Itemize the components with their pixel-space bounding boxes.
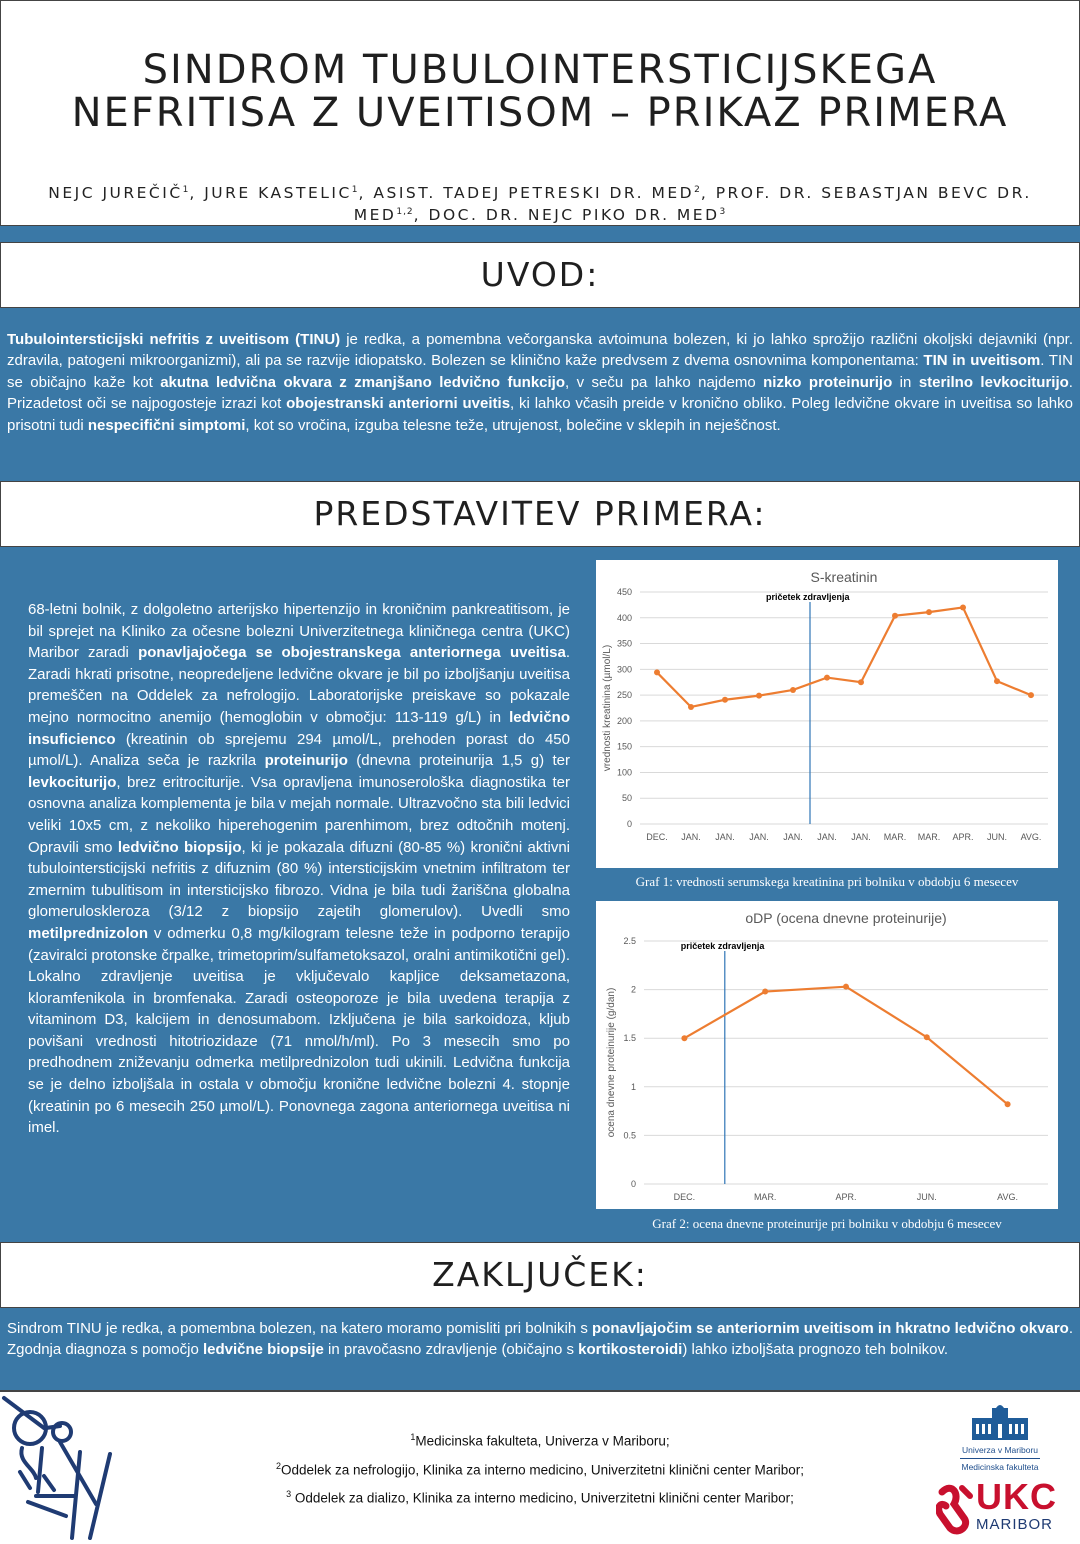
body-text: (dnevna proteinurija 1,5 g) ter	[347, 752, 571, 770]
data-point	[843, 984, 849, 990]
emphasis-text: ponavljajočega se obojestranskega anteriornega uveitisa	[138, 644, 566, 662]
body-text: in pravočasno zdravljenje (običajno s	[323, 1341, 579, 1359]
title-line-1: SINDROM TUBULOINTERSTICIJSKEGA	[142, 47, 938, 93]
y-tick-label: 250	[616, 690, 632, 701]
y-tick-label: 350	[616, 638, 632, 649]
data-point	[1028, 692, 1034, 698]
body-text: , brez eritrociturije. Vsa opravljena imunoserološka diagnostika ter osnovna analiza komplementa je bila v mejah normale. Ultrazvočno sta bili ledvici veliki 10x5 cm, z nekoliko hiperehogenim parenhimom, brez odtočnih motenj. Opravili smo	[28, 773, 570, 856]
conclusion-paragraph	[7, 1318, 1073, 1361]
x-tick-label: MAR.	[883, 832, 907, 842]
y-tick-label: 2.5	[623, 936, 636, 946]
intro-paragraph	[7, 329, 1073, 436]
data-point	[824, 675, 830, 681]
author-name: JURE KASTELIC	[204, 184, 352, 203]
author-separator: ,	[413, 206, 429, 225]
section-header-uvod	[0, 242, 1080, 308]
affiliation-2	[220, 1461, 860, 1478]
emphasis-text: TIN in uveitisom	[923, 352, 1041, 370]
body-text: in	[892, 373, 919, 391]
x-tick-label: DEC.	[673, 1192, 696, 1202]
faculty-name: Medicinska fakulteta	[961, 1462, 1039, 1472]
x-tick-label: APR.	[952, 832, 974, 842]
university-logo	[960, 1404, 1040, 1472]
section-title-zakljucek: ZAKLJUČEK:	[432, 1255, 648, 1294]
body-text: . Zgodnja diagnoza s pomočjo	[7, 1320, 1073, 1359]
emphasis-text: nizko proteinurijo	[763, 373, 893, 391]
emphasis-text: obojestranski anteriorni uveitis	[286, 395, 511, 413]
y-axis-label: ocena dnevne proteinurije (g/dan)	[606, 987, 617, 1138]
emphasis-text: metilprednizolon	[28, 924, 148, 942]
author-separator: ,	[358, 184, 374, 203]
author-affiliation-sup: 1	[351, 185, 359, 195]
section-title-predstavitev: PREDSTAVITEV PRIMERA:	[313, 494, 767, 533]
emphasis-text: proteinurijo	[264, 752, 348, 770]
body-text: (kreatinin ob sprejemu 294 µmol/L, prehoden porast do 450 µmol/L). Analiza seča je razkrila	[28, 730, 570, 770]
y-axis-label: vrednosti kreatinina (µmol/L)	[602, 644, 613, 772]
affiliation-3	[220, 1489, 860, 1506]
emphasis-text: Tubulointersticijski nefritis z uveitisom (TINU)	[7, 331, 341, 348]
emphasis-text: ledvično insuficienco	[28, 708, 570, 748]
body-text: . Prizadetost oči se najpogosteje izrazi kot	[7, 373, 1073, 413]
emphasis-text: ledvične biopsije	[202, 1341, 324, 1359]
affiliation-1-text: Medicinska fakulteta, Univerza v Mariboru;	[415, 1433, 670, 1449]
emphasis-text: sterilno levkociturijo	[918, 373, 1069, 391]
x-tick-label: AVG.	[997, 1192, 1019, 1202]
affiliation-3-sup: 3	[286, 1489, 292, 1499]
emphasis-text: nespecifični simptomi	[87, 416, 246, 434]
y-tick-label: 150	[616, 741, 632, 752]
author-name: NEJC JUREČIČ	[48, 184, 183, 203]
affiliation-1	[220, 1432, 860, 1449]
data-point	[756, 693, 762, 699]
body-text: v odmerku 0,8 mg/kilogram telesne teže in podporno terapijo (zaviralci protonske črpalke, trimetoprim/sulfametoksazol, oralni antimikotični gel). Lokalno zdravljenje uveitisa je vključevalo kapljice deksametazona, kloramfenikola in bromfenaka. Zaradi osteoporoze je bila uvedena terapija z vitaminom D3, kalcijem in denosumabom. Izključena je bila sarkoidoza, kljub povišani vrednosti hitotriozidaze (71 nmol/h/ml). Po 3 mesecih smo po predhodnem zniževanju odmerka metilprednizolon tudi ukinili. Ledvična funkcija se je delno izboljšala in ostala v območju kronične ledvične bolezni 4. stopnje (kreatinin po 6 mesecih 250 µmol/L). Ponovnega zagona anteriornega uveitisa ni imel.	[28, 924, 570, 1137]
title-block	[0, 0, 1080, 226]
affiliation-2-sup: 2	[275, 1461, 281, 1471]
body-text: , kot so vročina, izguba telesne teže, utrujenost, bolečine v sklepih in neješčnost.	[245, 416, 781, 434]
emphasis-text: akutna ledvična okvara z zmanjšano ledvično funkcijo	[160, 373, 565, 391]
body-text: Sindrom TINU je redka, a pomembna bolezen, na katero moramo pomisliti pri bolnikih s	[7, 1320, 593, 1337]
data-point	[858, 679, 864, 685]
data-point	[654, 669, 660, 675]
x-tick-label: JAN.	[817, 832, 837, 842]
data-point	[926, 609, 932, 615]
data-point	[960, 604, 966, 610]
emphasis-text: ledvično biopsijo	[117, 838, 242, 856]
body-text: 68-letni bolnik, z dolgoletno arterijsko hipertenzijo in kroničnim pankreatitisom, je bil sprejet na Kliniko za očesne bolezni Univerzitetnega kliničnega centra (UKC) Maribor zaradi	[28, 601, 570, 662]
y-tick-label: 2	[630, 984, 636, 995]
data-point	[892, 613, 898, 619]
x-tick-label: JUN.	[987, 832, 1007, 842]
body-text: , ki lahko včasih preide v kronično obliko. Poleg ledvične okvare in uveitisa so lahko prisotni tudi	[7, 395, 1073, 434]
x-tick-label: JUN.	[916, 1192, 937, 1202]
creatinine-chart-svg	[596, 560, 1058, 868]
body-text: . Zaradi hkrati prisotne, neopredeljene ledvične okvare je bil po izboljšanju uveitisa premeščen na Oddelek za nefrologijo. Laboratorijske preiskave so pokazale mejno normocitno anemijo (hemoglobin v območju: 113-119 g/L) in	[28, 644, 570, 726]
x-tick-label: JAN.	[783, 832, 803, 842]
chart-title: oDP (ocena dnevne proteinurije)	[745, 910, 947, 926]
y-tick-label: 1	[630, 1081, 636, 1092]
y-tick-label: 400	[616, 612, 632, 623]
data-point	[681, 1035, 687, 1041]
author-affiliation-sup: 1	[182, 185, 190, 195]
data-point	[1005, 1101, 1011, 1107]
ukc-maribor-label: MARIBOR	[976, 1516, 1054, 1533]
proteinuria-chart-svg	[596, 901, 1058, 1209]
section-header-zakljucek	[0, 1242, 1080, 1308]
body-text: . TIN se običajno kaže kot	[7, 352, 1073, 391]
affiliation-1-sup: 1	[410, 1432, 416, 1442]
body-text: , ki je pokazala difuzni (80-85 %) kronični aktivni tubulointersticijski nefritis z difuznim (80 %) intersticijskim vnetnim infiltratom ter zmernim tubulitisom in intersticijsko fibrozo. Vidna je bila tudi žariščna globalna glomeruloskleroza (3/12 z biopsijo zajetih glomerulov). Uvedli smo	[28, 838, 570, 921]
body-text: ) lahko izboljšata prognozo teh bolnikov.	[682, 1341, 949, 1359]
author-separator: ,	[189, 184, 205, 203]
university-name: Univerza v Mariboru	[960, 1445, 1040, 1459]
university-building-icon	[970, 1404, 1030, 1440]
creatinine-chart	[596, 560, 1058, 868]
author-affiliation-sup: 2	[694, 185, 701, 195]
data-point	[762, 989, 768, 995]
series-line	[657, 607, 1031, 707]
ukc-wordmark: UKC	[976, 1476, 1057, 1517]
author-affiliation-sup: 3	[719, 207, 727, 218]
x-tick-label: MAR.	[917, 832, 941, 842]
x-tick-label: DEC.	[646, 832, 668, 842]
treatment-start-label: pričetek zdravljenja	[766, 592, 850, 602]
data-point	[688, 704, 694, 710]
y-tick-label: 1.5	[623, 1033, 636, 1044]
ukc-logo	[936, 1476, 1076, 1540]
y-tick-label: 200	[616, 715, 632, 726]
x-tick-label: JAN.	[851, 832, 871, 842]
title-line-2: NEFRITISA Z UVEITISOM – PRIKAZ PRIMERA	[71, 90, 1009, 136]
emphasis-text: levkociturijo	[28, 773, 117, 791]
body-text: , v seču pa lahko najdemo	[565, 373, 764, 391]
case-paragraph	[28, 599, 570, 1139]
ukc-emblem-icon	[936, 1482, 976, 1538]
x-tick-label: APR.	[835, 1192, 857, 1202]
x-tick-label: MAR.	[753, 1192, 777, 1202]
data-point	[924, 1034, 930, 1040]
x-tick-label: AVG.	[1020, 832, 1042, 842]
y-tick-label: 50	[621, 793, 632, 804]
section-title-uvod: UVOD:	[480, 255, 600, 294]
affiliation-2-text: Oddelek za nefrologijo, Klinika za interno medicino, Univerzitetni klinični center Maribor;	[281, 1462, 804, 1478]
affiliation-3-text: Oddelek za dializo, Klinika za interno medicino, Univerzitetni klinični center Maribor;	[291, 1490, 794, 1506]
x-tick-label: JAN.	[749, 832, 769, 842]
author-name: ASIST. TADEJ PETRESKI DR. MED	[373, 184, 695, 203]
data-point	[994, 678, 1000, 684]
emphasis-text: ponavljajočim se anteriornim uveitisom in hkratno ledvično okvaro	[592, 1320, 1069, 1337]
emphasis-text: kortikosteroidi	[578, 1341, 683, 1359]
author-list	[21, 181, 1059, 225]
y-tick-label: 450	[616, 587, 632, 597]
data-point	[790, 687, 796, 693]
chart-1-caption: Graf 1: vrednosti serumskega kreatinina pri bolniku v obdobju 6 mesecev	[635, 874, 1019, 889]
treatment-start-label: pričetek zdravljenja	[680, 941, 765, 951]
x-tick-label: JAN.	[715, 832, 735, 842]
body-text: je redka, a pomembna večorganska avtoimuna bolezen, ki jo lahko sprožijo različni okoljski dejavniki (npr. zdravila, patogeni mikroorganizmi), ali pa se razvije idiopatsko. Bolezen se klinično kaže predvsem z dvema osnovnima komponentama:	[7, 331, 1074, 370]
y-tick-label: 0	[630, 1179, 636, 1189]
y-tick-label: 0.5	[623, 1130, 636, 1141]
proteinuria-chart	[596, 901, 1058, 1209]
y-tick-label: 0	[626, 819, 632, 829]
y-tick-label: 100	[616, 767, 632, 778]
chart-2-caption: Graf 2: ocena dnevne proteinurije pri bolniku v obdobju 6 mesecev	[652, 1216, 1002, 1231]
author-name: DOC. DR. NEJC PIKO DR. MED	[428, 206, 720, 225]
chart-title: S-kreatinin	[810, 569, 878, 585]
face-logo-icon	[0, 1392, 130, 1542]
footer	[0, 1390, 1080, 1544]
section-header-predstavitev	[0, 481, 1080, 547]
x-tick-label: JAN.	[681, 832, 701, 842]
author-name: PROF. DR. SEBASTJAN BEVC DR. MED	[353, 184, 1032, 225]
poster-title	[1, 49, 1079, 135]
author-affiliation-sup: 1,2	[396, 207, 414, 218]
y-tick-label: 300	[616, 664, 632, 675]
author-separator: ,	[700, 184, 716, 203]
data-point	[722, 697, 728, 703]
